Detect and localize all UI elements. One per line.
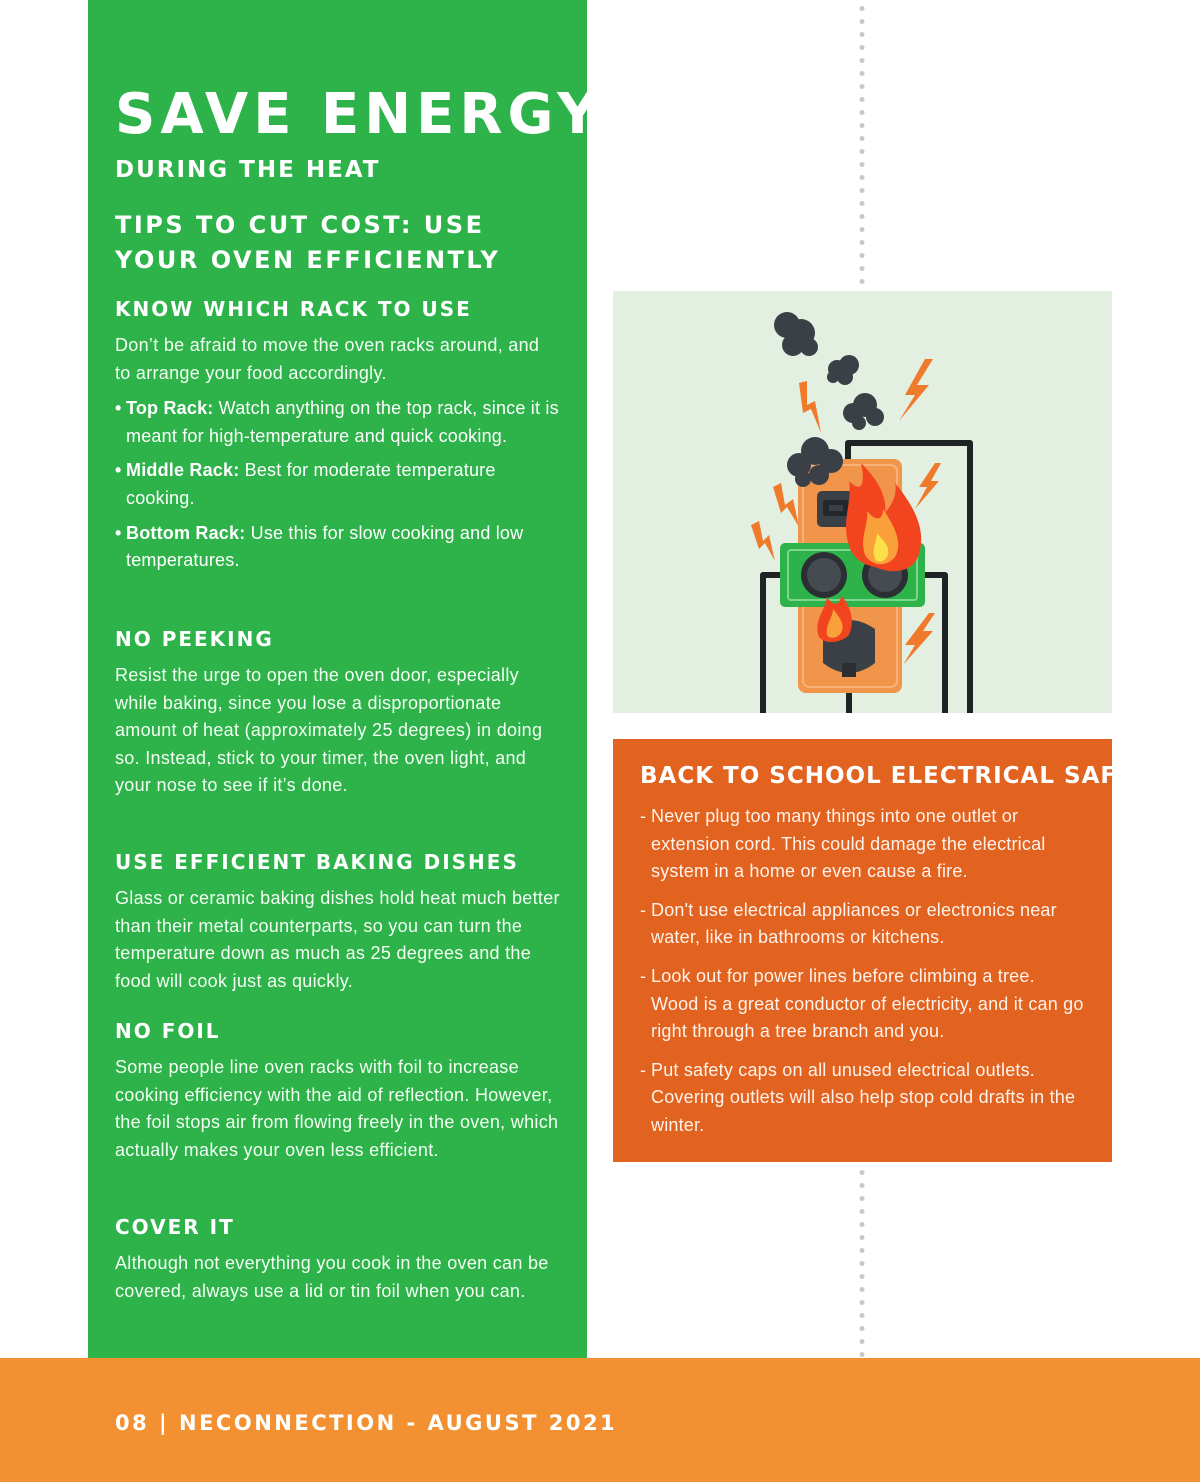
list-item	[640, 803, 1086, 886]
section-dishes	[115, 849, 560, 995]
section-cover	[115, 1214, 560, 1305]
section-heading: USE EFFICIENT BAKING DISHES	[115, 850, 519, 874]
list-item	[115, 395, 560, 450]
page-title: SAVE ENERGY	[115, 82, 603, 147]
list-item-label: Top Rack:	[126, 398, 214, 419]
list-item-text: Use this for slow cooking and low temperatures.	[126, 522, 524, 571]
dash-bullet: -	[640, 1059, 647, 1080]
bullet-icon: •	[115, 460, 122, 481]
section-body: Glass or ceramic baking dishes hold heat much better than their metal counterparts, so you can turn the temperature down as much as 25 degrees and the food will cook just as quickly.	[115, 888, 560, 991]
list-item	[640, 1057, 1086, 1140]
section-body: Although not everything you cook in the oven can be covered, always use a lid or tin foil when you can.	[115, 1253, 549, 1301]
section-body: Some people line oven racks with foil to increase cooking efficiency with the aid of reflection. However, the foil stops air from flowing freely in the oven, which actually makes your oven less efficient.	[115, 1057, 559, 1160]
dotted-divider-top	[859, 2, 865, 287]
list-item-text: Look out for power lines before climbing a tree. Wood is a great conductor of electricity, and it can go right through a tree branch and you.	[651, 965, 1084, 1042]
bullet-icon: •	[115, 398, 122, 419]
section-peeking	[115, 626, 560, 800]
list-item-label: Bottom Rack:	[126, 522, 246, 543]
energy-column	[88, 0, 603, 1358]
page-subtitle: DURING THE HEAT	[115, 157, 381, 183]
dash-bullet: -	[640, 806, 647, 826]
overloaded-outlet-illustration	[613, 291, 1112, 713]
list-item-text: Watch anything on the top rack, since it is meant for high-temperature and quick cooking.	[126, 398, 559, 446]
list-item-text: Put safety caps on all unused electrical outlets. Covering outlets will also help stop cold drafts in the winter.	[651, 1059, 1076, 1135]
section-rack	[115, 296, 560, 582]
rack-list	[115, 395, 560, 575]
safety-heading: BACK TO SCHOOL ELECTRICAL SAFETY	[640, 763, 1169, 789]
list-item	[115, 457, 560, 512]
dash-bullet: -	[640, 899, 647, 920]
section-body: Resist the urge to open the oven door, especially while baking, since you lose a disproportionate amount of heat (approximately 25 degrees) in doing so. Instead, stick to your timer, the oven light, and your nose to see if it’s done.	[115, 665, 543, 796]
section-body: Don’t be afraid to move the oven racks around, and to arrange your food accordingly.	[115, 335, 540, 383]
outlet-fire-icon	[613, 291, 1112, 713]
page-footer	[0, 1358, 1200, 1482]
footer-text: 08 | NECONNECTION - AUGUST 2021	[115, 1411, 618, 1435]
section-heading: KNOW WHICH RACK TO USE	[115, 297, 472, 321]
list-item-text: Never plug too many things into one outlet or extension cord. This could damage the electrical system in a home or even cause a fire.	[651, 806, 1046, 882]
dotted-divider-bottom	[859, 1166, 865, 1360]
tips-heading: TIPS TO CUT COST: USE YOUR OVEN EFFICIENTLY	[115, 211, 501, 274]
dash-bullet: -	[640, 965, 647, 986]
list-item-text: Best for moderate temperature cooking.	[126, 460, 496, 508]
section-heading: NO PEEKING	[115, 627, 274, 651]
list-item-text: Don't use electrical appliances or electronics near water, like in bathrooms or kitchens.	[651, 899, 1057, 948]
bullet-icon: •	[115, 522, 122, 543]
list-item-label: Middle Rack:	[126, 460, 240, 481]
section-foil	[115, 1018, 560, 1164]
list-item	[640, 963, 1086, 1046]
list-item	[640, 897, 1086, 952]
list-item	[115, 520, 560, 575]
electrical-safety-box	[613, 739, 1169, 1162]
section-heading: NO FOIL	[115, 1019, 221, 1043]
safety-list	[640, 803, 1086, 1140]
section-heading: COVER IT	[115, 1215, 235, 1239]
